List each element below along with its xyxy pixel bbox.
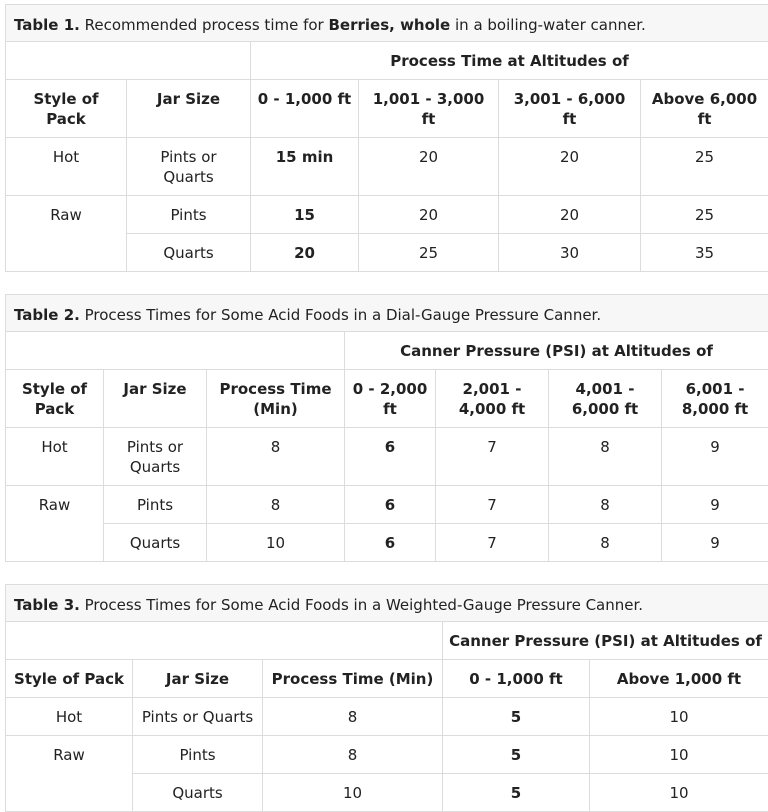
caption-food: Berries, whole	[329, 16, 451, 34]
value-cell: 20	[359, 196, 499, 234]
style-cell: Raw	[6, 736, 133, 812]
group-header: Canner Pressure (PSI) at Altitudes of	[345, 332, 768, 370]
value-cell: 5	[443, 698, 590, 736]
table-1	[5, 4, 768, 272]
col-header: Jar Size	[104, 370, 207, 428]
value-cell: 5	[443, 736, 590, 774]
jar-cell: Pints or Quarts	[104, 428, 207, 486]
value-cell: 7	[436, 486, 549, 524]
value-cell: 20	[251, 234, 359, 272]
empty-header-cell	[6, 42, 251, 80]
value-cell: 9	[662, 428, 768, 486]
table-row	[6, 524, 768, 562]
table-2	[5, 294, 768, 562]
caption-text-end: in a boiling-water canner.	[450, 16, 646, 34]
jar-cell: Pints	[133, 736, 263, 774]
table-caption	[6, 5, 768, 42]
time-cell: 8	[207, 428, 345, 486]
style-cell: Hot	[6, 138, 127, 196]
value-cell: 6	[345, 524, 436, 562]
col-header: Above 6,000 ft	[641, 80, 768, 138]
col-header: 4,001 - 6,000 ft	[549, 370, 662, 428]
table-row	[6, 486, 768, 524]
value-cell: 8	[549, 524, 662, 562]
col-header: Jar Size	[133, 660, 263, 698]
value-cell: 7	[436, 524, 549, 562]
jar-cell: Pints	[127, 196, 251, 234]
value-cell: 10	[590, 698, 768, 736]
style-cell: Hot	[6, 698, 133, 736]
value-cell: 10	[590, 736, 768, 774]
value-cell: 6	[345, 486, 436, 524]
col-header: 0 - 1,000 ft	[251, 80, 359, 138]
value-cell: 20	[499, 138, 641, 196]
jar-cell: Quarts	[127, 234, 251, 272]
time-cell: 10	[263, 774, 443, 812]
jar-cell: Quarts	[104, 524, 207, 562]
table-label: Table 2.	[14, 306, 80, 324]
jar-cell: Pints or Quarts	[127, 138, 251, 196]
time-cell: 8	[263, 698, 443, 736]
table-3	[5, 584, 768, 812]
caption-text: Recommended process time for	[85, 16, 329, 34]
col-header: Style of Pack	[6, 660, 133, 698]
empty-header-cell	[6, 332, 345, 370]
value-cell: 8	[549, 486, 662, 524]
col-header: 3,001 - 6,000 ft	[499, 80, 641, 138]
col-header: 2,001 - 4,000 ft	[436, 370, 549, 428]
col-header: Style of Pack	[6, 80, 127, 138]
value-cell: 8	[549, 428, 662, 486]
time-cell: 10	[207, 524, 345, 562]
value-cell: 6	[345, 428, 436, 486]
col-header: 6,001 - 8,000 ft	[662, 370, 768, 428]
style-cell: Raw	[6, 196, 127, 272]
col-header: Jar Size	[127, 80, 251, 138]
style-cell: Hot	[6, 428, 104, 486]
col-header: 0 - 1,000 ft	[443, 660, 590, 698]
value-cell: 20	[499, 196, 641, 234]
value-cell: 30	[499, 234, 641, 272]
group-header: Canner Pressure (PSI) at Altitudes of	[443, 622, 768, 660]
table-row	[6, 138, 768, 196]
col-header: 1,001 - 3,000 ft	[359, 80, 499, 138]
jar-cell: Quarts	[133, 774, 263, 812]
jar-cell: Pints	[104, 486, 207, 524]
empty-header-cell	[6, 622, 443, 660]
table-label: Table 3.	[14, 596, 80, 614]
value-cell: 9	[662, 486, 768, 524]
table-row	[6, 698, 768, 736]
table-row	[6, 428, 768, 486]
value-cell: 15 min	[251, 138, 359, 196]
value-cell: 25	[641, 196, 768, 234]
table-label: Table 1.	[14, 16, 80, 34]
table-row	[6, 196, 768, 234]
value-cell: 7	[436, 428, 549, 486]
time-cell: 8	[263, 736, 443, 774]
value-cell: 25	[641, 138, 768, 196]
value-cell: 5	[443, 774, 590, 812]
col-header: Process Time (Min)	[263, 660, 443, 698]
col-header: 0 - 2,000 ft	[345, 370, 436, 428]
value-cell: 20	[359, 138, 499, 196]
table-caption	[6, 585, 768, 622]
table-row	[6, 736, 768, 774]
col-header: Process Time (Min)	[207, 370, 345, 428]
value-cell: 15	[251, 196, 359, 234]
caption-text: Process Times for Some Acid Foods in a Weighted-Gauge Pressure Canner.	[85, 596, 643, 614]
table-caption	[6, 295, 768, 332]
style-cell: Raw	[6, 486, 104, 562]
value-cell: 9	[662, 524, 768, 562]
col-header: Style of Pack	[6, 370, 104, 428]
caption-text: Process Times for Some Acid Foods in a Dial-Gauge Pressure Canner.	[85, 306, 601, 324]
jar-cell: Pints or Quarts	[133, 698, 263, 736]
group-header: Process Time at Altitudes of	[251, 42, 768, 80]
value-cell: 35	[641, 234, 768, 272]
value-cell: 10	[590, 774, 768, 812]
time-cell: 8	[207, 486, 345, 524]
col-header: Above 1,000 ft	[590, 660, 768, 698]
value-cell: 25	[359, 234, 499, 272]
